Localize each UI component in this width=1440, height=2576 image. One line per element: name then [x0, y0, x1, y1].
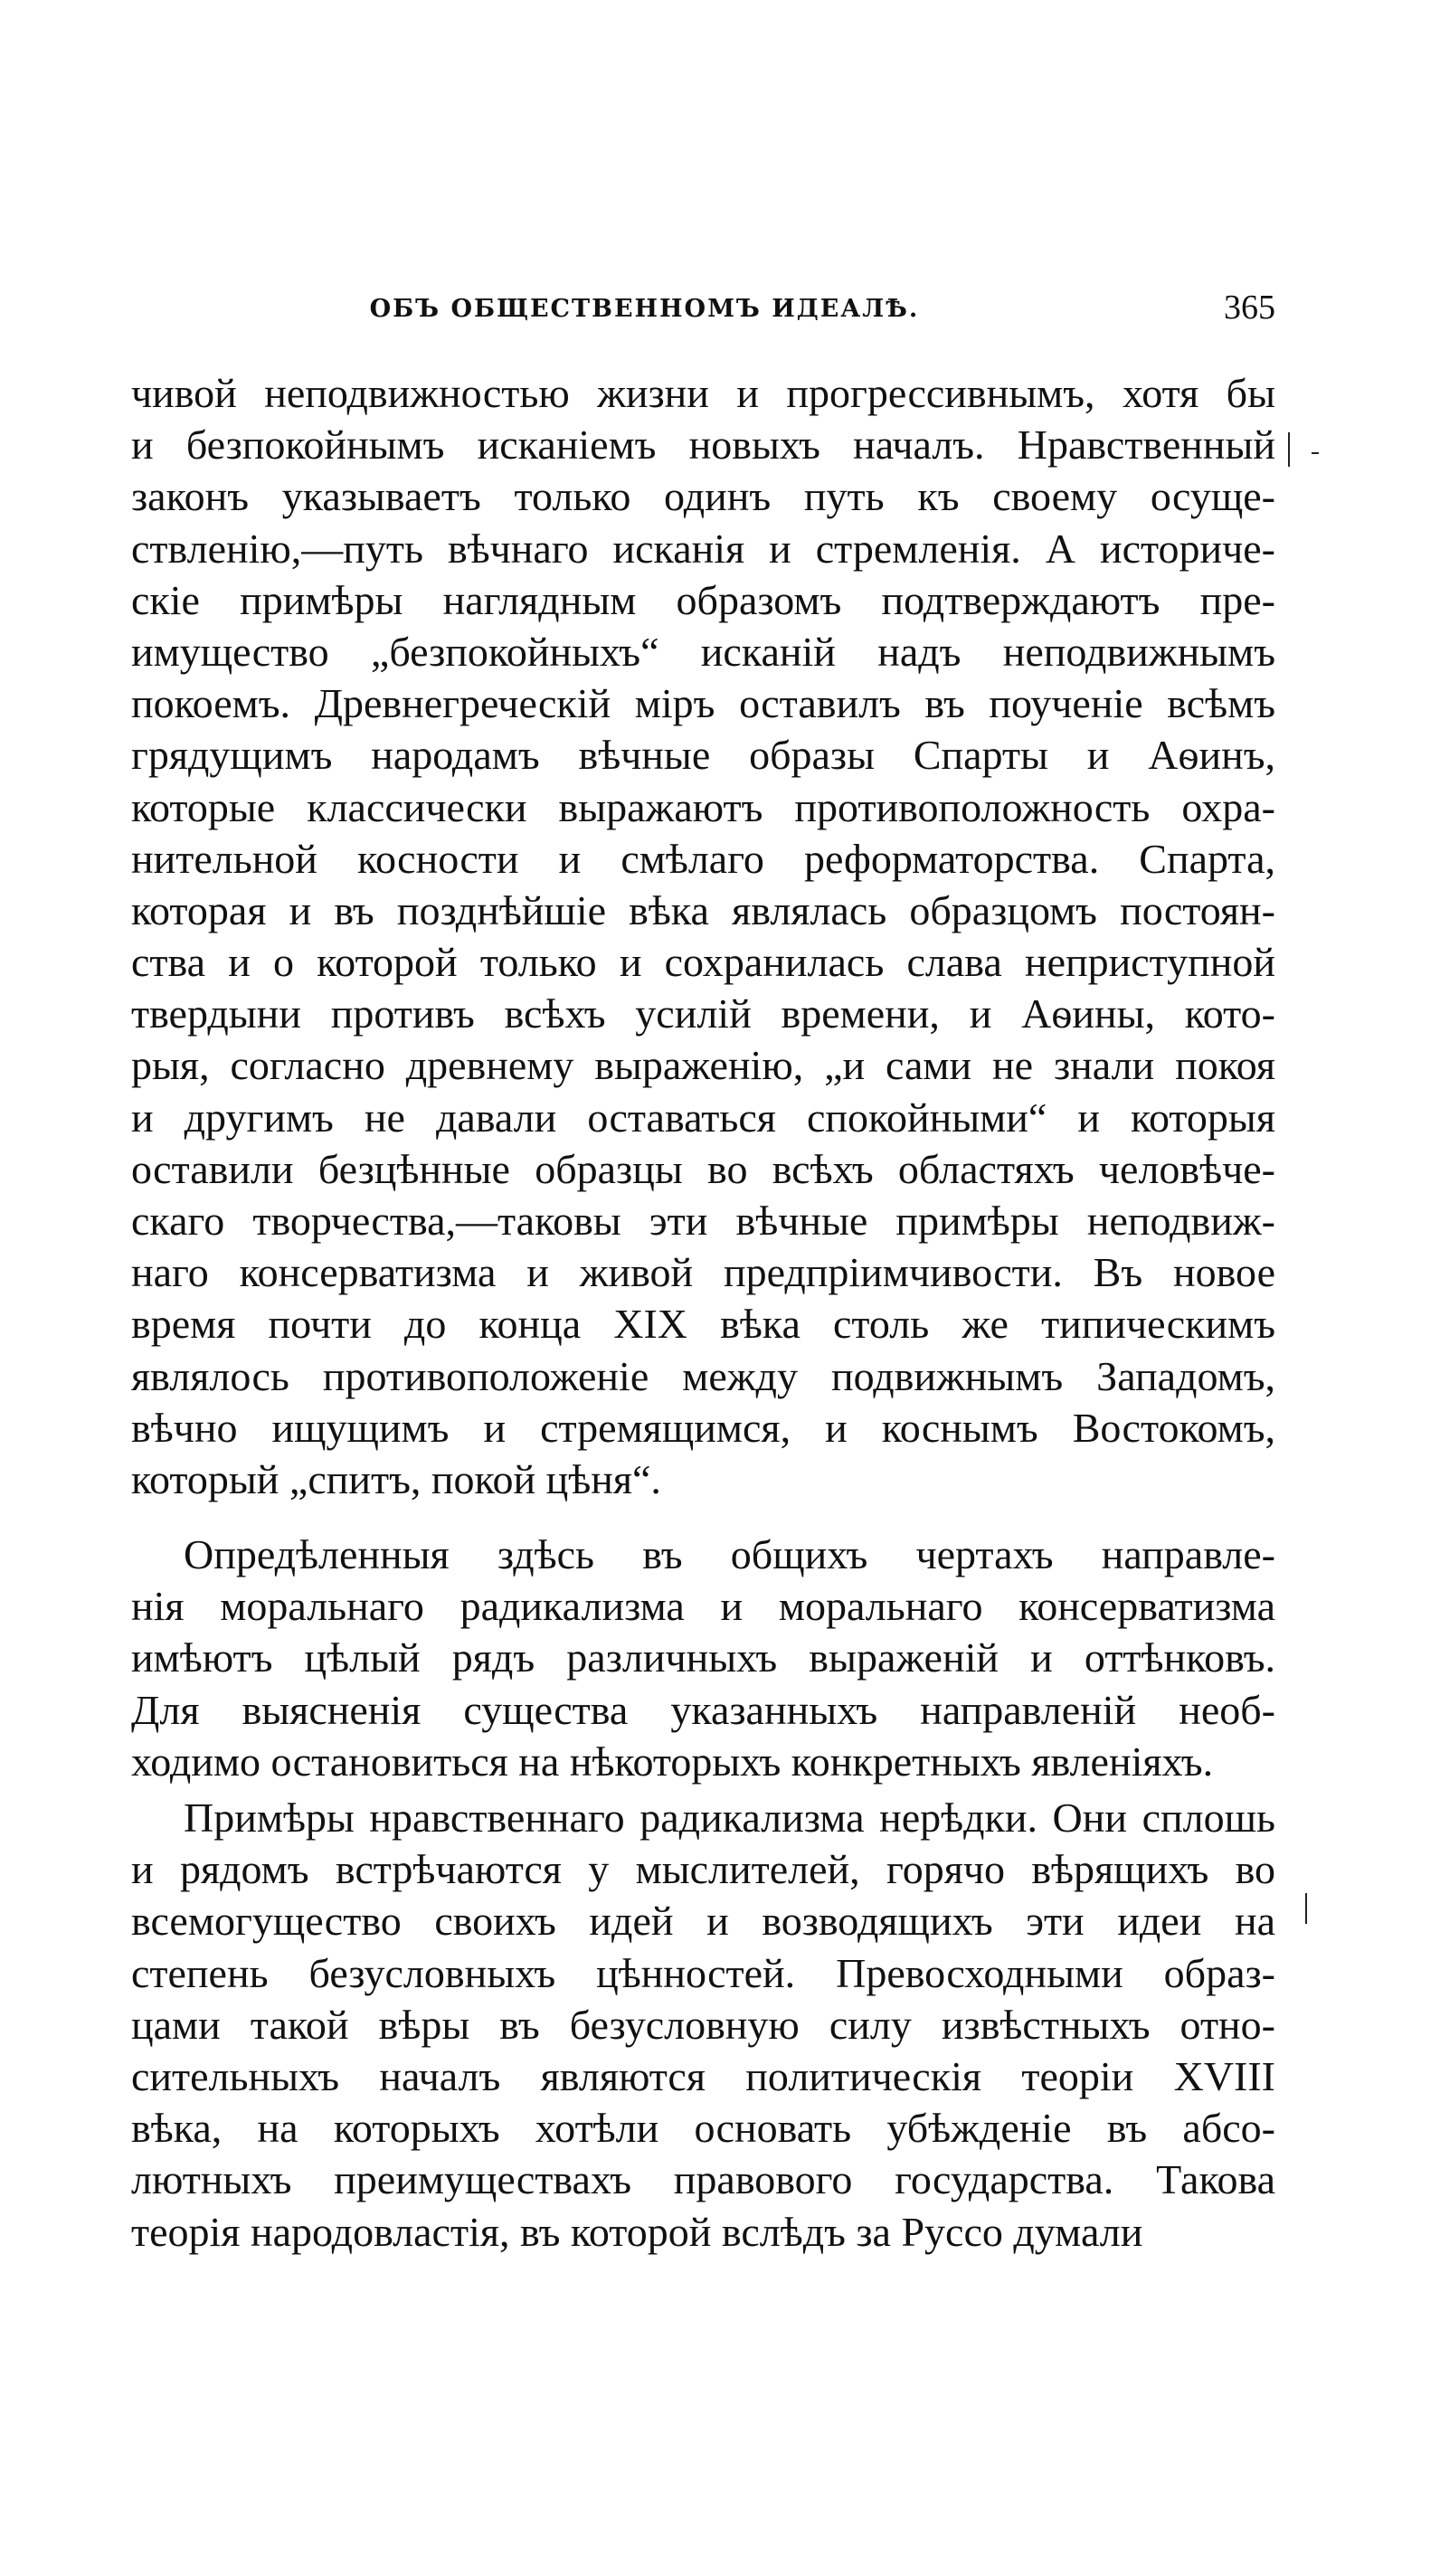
- text-line: Для выясненія существа указанныхъ направленій необ-: [131, 1686, 1275, 1733]
- running-header: [131, 288, 1275, 333]
- text-line: законъ указываетъ только одинъ путь къ своему осуще-: [131, 473, 1275, 520]
- paragraph-2: [131, 1529, 1275, 1787]
- text-line: скаго творчества,—таковы эти вѣчные примѣры неподвиж-: [131, 1198, 1275, 1244]
- running-title: ОБЪ ОБЩЕСТВЕННОМЪ ИДЕАЛѢ.: [369, 295, 920, 323]
- page-number: 365: [1224, 289, 1275, 327]
- text-line: которая и въ позднѣйшіе вѣка являлась образцомъ постоян-: [131, 886, 1275, 933]
- text-line: Примѣры нравственнаго радикализма нерѣдки. Они сплошь: [184, 1795, 1275, 1841]
- text-line: оставили безцѣнные образцы во всѣхъ областяхъ человѣче-: [131, 1145, 1275, 1192]
- text-line: имѣютъ цѣлый рядъ различныхъ выраженій и оттѣнковъ.: [131, 1634, 1275, 1681]
- text-line: ства и о которой только и сохранилась слава неприступной: [131, 939, 1275, 986]
- text-line: являлось противоположеніе между подвижнымъ Западомъ,: [131, 1352, 1275, 1399]
- text-line: и рядомъ встрѣчаются у мыслителей, горячо вѣрящихъ во: [131, 1846, 1275, 1893]
- text-line: и другимъ не давали оставаться спокойными“ и которыя: [131, 1094, 1275, 1141]
- margin-mark: [1288, 432, 1290, 467]
- text-line: и безпокойнымъ исканіемъ новыхъ началъ. Нравственный: [131, 421, 1275, 469]
- text-line: вѣчно ищущимъ и стремящимся, и коснымъ Востокомъ,: [131, 1404, 1275, 1451]
- text-line: ходимо остановиться на нѣкоторыхъ конкретныхъ явленіяхъ.: [131, 1738, 1214, 1785]
- text-line: теорія народовластія, въ которой вслѣдъ за Руссо думали: [131, 2208, 1143, 2255]
- text-line: сительныхъ началъ являются политическія теоріи XVIII: [131, 2052, 1275, 2099]
- text-line: покоемъ. Древнегреческій міръ оставилъ въ поученіе всѣмъ: [131, 680, 1275, 727]
- paragraph-1: [131, 367, 1275, 1505]
- text-line: твердыни противъ всѣхъ усилій времени, и Аѳины, кото-: [131, 990, 1275, 1037]
- margin-mark: [1305, 1893, 1307, 1924]
- text-line: чивой неподвижностью жизни и прогрессивнымъ, хотя бы: [131, 370, 1275, 416]
- text-line: степень безусловныхъ цѣнностей. Превосходными образ-: [131, 1949, 1275, 1996]
- text-line: рыя, согласно древнему выраженію, „и сами не знали покоя: [131, 1042, 1275, 1089]
- text-line: которые классически выражаютъ противоположность охра-: [131, 783, 1275, 830]
- paragraph-3: [131, 1792, 1275, 2258]
- text-line: наго консерватизма и живой предпріимчивости. Въ новое: [131, 1249, 1275, 1296]
- text-line: всемогущество своихъ идей и возводящихъ эти идеи на: [131, 1898, 1275, 1945]
- text-line: цами такой вѣры въ безусловную силу извѣстныхъ отно-: [131, 2001, 1275, 2048]
- text-line: время почти до конца XIX вѣка столь же типическимъ: [131, 1301, 1275, 1348]
- text-line: нительной косности и смѣлаго реформаторства. Спарта,: [131, 835, 1275, 882]
- text-line: Опредѣленныя здѣсь въ общихъ чертахъ направле-: [184, 1531, 1275, 1577]
- text-line: который „спитъ, покой цѣня“.: [131, 1455, 661, 1502]
- text-line: имущество „безпокойныхъ“ исканій надъ неподвижнымъ: [131, 628, 1275, 675]
- text-line: грядущимъ народамъ вѣчные образы Спарты и Аѳинъ,: [131, 732, 1275, 779]
- text-line: ствленію,—путь вѣчнаго исканія и стремленія. А историче-: [131, 525, 1275, 572]
- margin-mark: [1312, 452, 1319, 454]
- text-line: скіе примѣры наглядным образомъ подтверждаютъ пре-: [131, 576, 1275, 623]
- text-line: нія моральнаго радикализма и моральнаго консерватизма: [131, 1583, 1275, 1630]
- text-line: лютныхъ преимуществахъ правового государства. Такова: [131, 2156, 1275, 2203]
- text-line: вѣка, на которыхъ хотѣли основать убѣжденіе въ абсо-: [131, 2105, 1275, 2152]
